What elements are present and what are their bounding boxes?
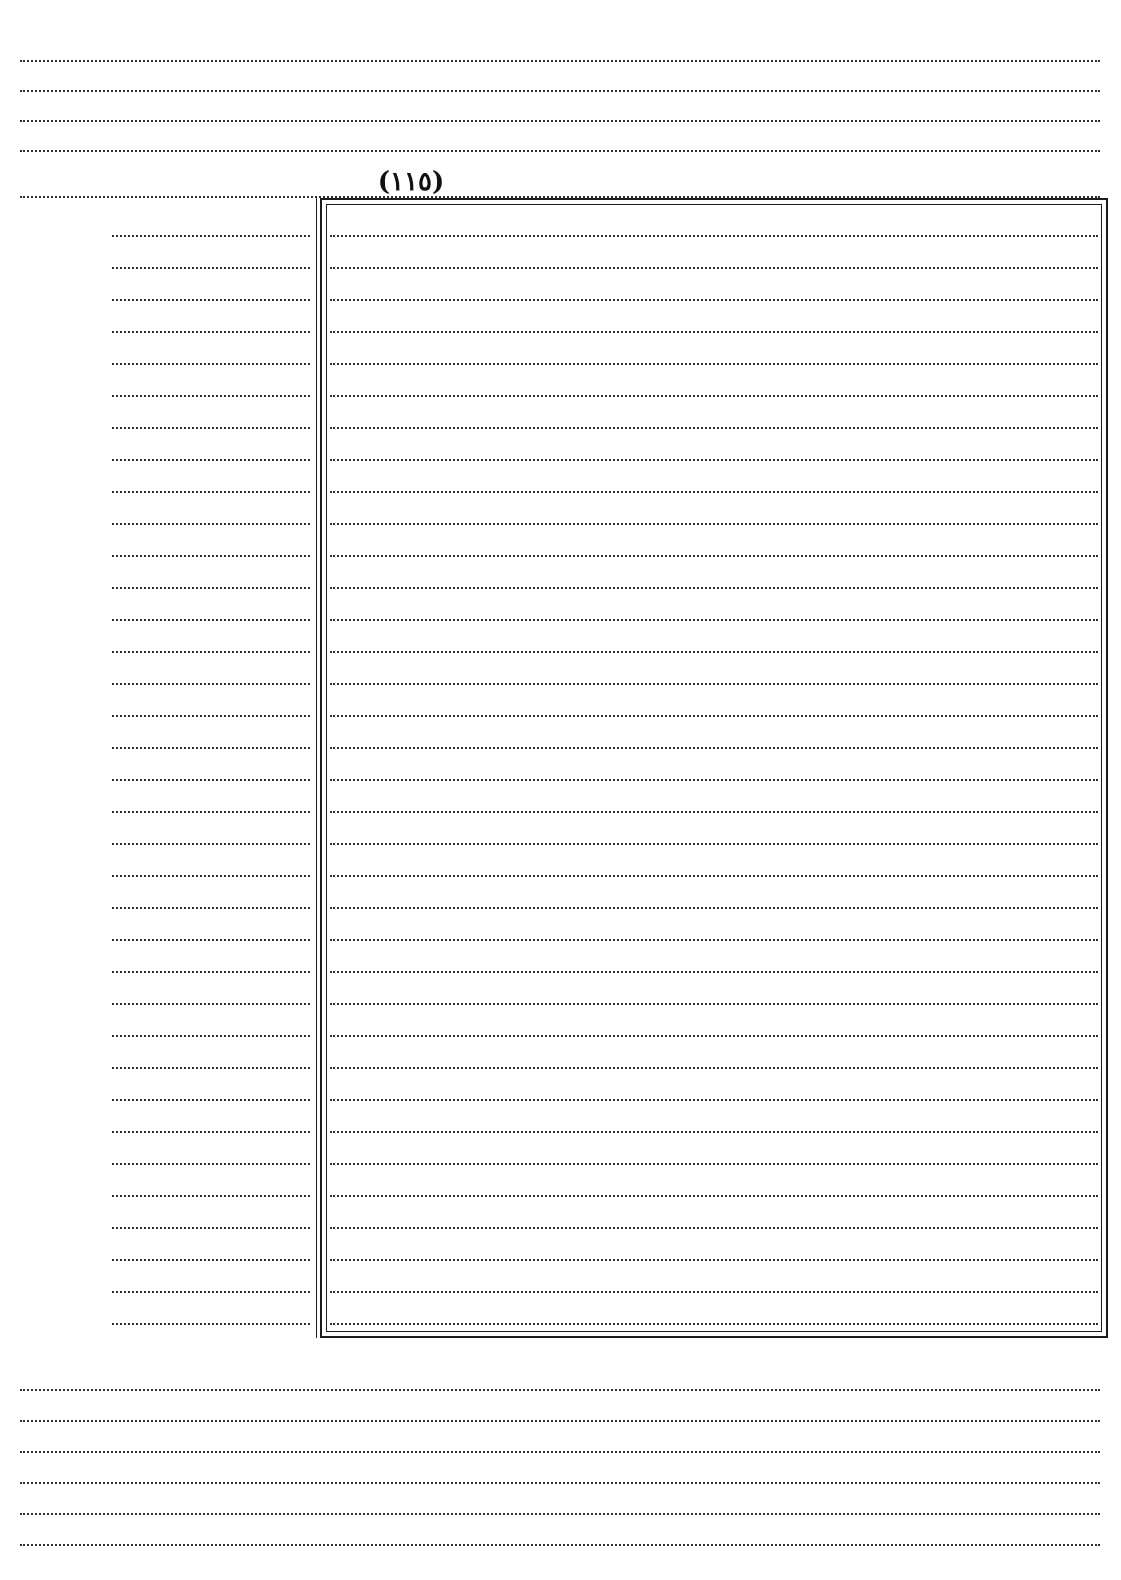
text-line <box>20 1484 1100 1515</box>
text-line <box>112 1005 310 1037</box>
text-line <box>330 1005 1098 1037</box>
text-line <box>112 1069 310 1101</box>
text-line <box>330 909 1098 941</box>
text-line <box>112 653 310 685</box>
page-number: ( ١١٥ ) <box>366 168 456 196</box>
text-line <box>330 877 1098 909</box>
text-line <box>112 909 310 941</box>
text-line <box>330 1165 1098 1197</box>
section-heading-row <box>20 160 1100 198</box>
text-line <box>330 717 1098 749</box>
text-line <box>112 1165 310 1197</box>
text-line <box>112 397 310 429</box>
text-line <box>112 333 310 365</box>
text-line <box>20 1391 1100 1422</box>
text-line <box>112 365 310 397</box>
text-line <box>112 973 310 1005</box>
text-line <box>330 685 1098 717</box>
text-line <box>112 237 310 269</box>
text-line <box>112 461 310 493</box>
text-line <box>112 589 310 621</box>
text-line <box>330 237 1098 269</box>
text-line <box>330 1101 1098 1133</box>
text-line <box>330 429 1098 461</box>
text-line <box>112 781 310 813</box>
text-line <box>330 1037 1098 1069</box>
text-line <box>20 32 1100 62</box>
text-line <box>330 1197 1098 1229</box>
text-line <box>112 749 310 781</box>
text-line <box>330 333 1098 365</box>
text-line <box>112 1133 310 1165</box>
text-line <box>330 557 1098 589</box>
text-line <box>330 1133 1098 1165</box>
text-line <box>112 1101 310 1133</box>
text-line <box>112 941 310 973</box>
text-line <box>112 205 310 237</box>
text-line <box>20 1422 1100 1453</box>
text-line <box>330 749 1098 781</box>
text-line <box>112 717 310 749</box>
text-line <box>330 1069 1098 1101</box>
text-line <box>20 62 1100 92</box>
text-line <box>330 461 1098 493</box>
top-text-block <box>20 32 1100 152</box>
column-divider <box>316 198 317 1338</box>
text-line <box>330 845 1098 877</box>
text-line <box>20 92 1100 122</box>
text-line <box>112 525 310 557</box>
text-line <box>112 685 310 717</box>
text-line <box>330 397 1098 429</box>
text-line <box>330 653 1098 685</box>
text-line <box>330 1261 1098 1293</box>
text-line <box>20 1453 1100 1484</box>
text-line <box>330 621 1098 653</box>
text-line <box>330 1293 1098 1325</box>
bottom-text-block <box>20 1360 1100 1546</box>
text-line <box>330 781 1098 813</box>
text-line <box>20 1360 1100 1391</box>
text-line <box>112 1293 310 1325</box>
text-line <box>330 493 1098 525</box>
text-line <box>330 813 1098 845</box>
text-line <box>330 525 1098 557</box>
margin-text-block <box>112 205 310 1325</box>
text-line <box>112 621 310 653</box>
text-line <box>330 301 1098 333</box>
text-line <box>20 122 1100 152</box>
text-line <box>330 365 1098 397</box>
text-line <box>112 1197 310 1229</box>
text-line <box>112 301 310 333</box>
text-line <box>112 493 310 525</box>
main-text-block <box>330 205 1098 1325</box>
text-line <box>20 1515 1100 1546</box>
text-line <box>112 269 310 301</box>
text-line <box>330 1229 1098 1261</box>
text-line <box>112 557 310 589</box>
text-line <box>112 1229 310 1261</box>
text-line <box>112 1037 310 1069</box>
text-line <box>330 589 1098 621</box>
text-line <box>330 941 1098 973</box>
text-line <box>112 429 310 461</box>
text-line <box>330 205 1098 237</box>
text-line <box>112 1261 310 1293</box>
text-line <box>330 269 1098 301</box>
text-line <box>112 845 310 877</box>
text-line <box>112 877 310 909</box>
text-line <box>330 973 1098 1005</box>
text-line <box>112 813 310 845</box>
